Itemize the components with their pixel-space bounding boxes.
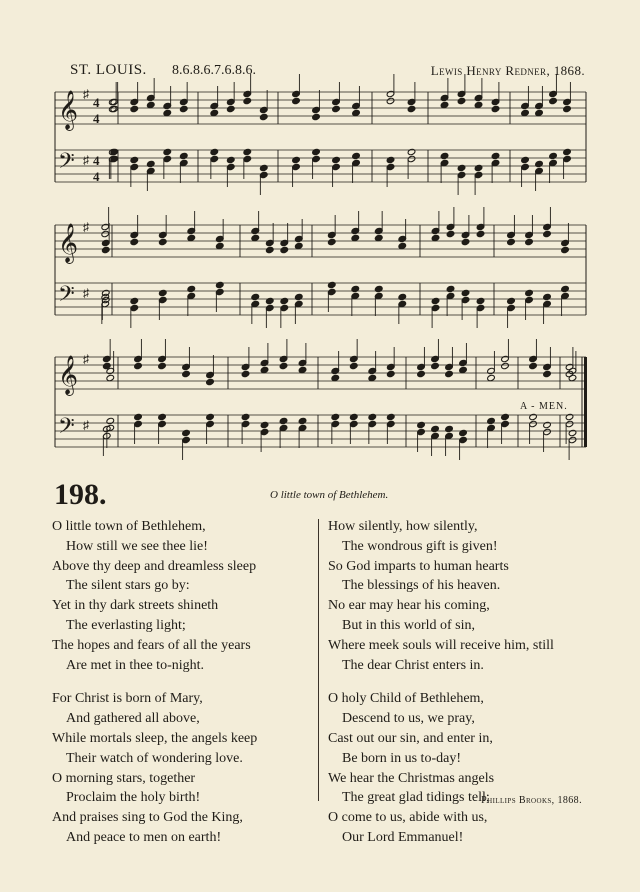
note-head bbox=[349, 362, 358, 369]
verse-1 bbox=[52, 517, 322, 675]
verse-line: The dear Christ enters in. bbox=[342, 657, 484, 673]
verse-column-right bbox=[328, 517, 598, 862]
note-head bbox=[251, 234, 260, 241]
note-head bbox=[374, 234, 383, 241]
note-head bbox=[491, 152, 500, 159]
verse-line: While mortals sleep, the angels keep bbox=[52, 730, 258, 746]
verse-line: Our Lord Emmanuel! bbox=[342, 829, 464, 845]
note-head bbox=[543, 421, 552, 428]
treble-clef-icon: 𝄞 bbox=[58, 223, 79, 263]
note-head bbox=[407, 105, 416, 112]
tune-meter: 8.6.8.6.7.6.8.6. bbox=[172, 63, 256, 78]
note-head bbox=[187, 234, 196, 241]
note-head bbox=[417, 421, 426, 428]
note-head bbox=[163, 148, 172, 155]
note-head bbox=[461, 238, 470, 245]
note-head bbox=[563, 148, 572, 155]
note-head bbox=[130, 156, 139, 163]
note-head bbox=[543, 370, 552, 377]
note-head bbox=[535, 109, 544, 116]
verse-3 bbox=[328, 517, 598, 675]
note-head bbox=[521, 156, 530, 163]
note-head bbox=[501, 362, 510, 369]
note-head bbox=[549, 152, 558, 159]
note-head bbox=[398, 242, 407, 249]
verse-line: Descend to us, we pray, bbox=[342, 711, 475, 727]
verse-line: Above thy deep and dreamless sleep bbox=[52, 558, 257, 574]
note-head bbox=[446, 285, 455, 292]
note-head bbox=[210, 109, 219, 116]
column-divider bbox=[318, 519, 319, 801]
note-head bbox=[327, 238, 336, 245]
bass-clef-icon: 𝄢 bbox=[58, 282, 75, 312]
bass-clef-icon: 𝄢 bbox=[58, 414, 75, 444]
note-head bbox=[134, 362, 143, 369]
note-head bbox=[561, 246, 570, 253]
note-head bbox=[352, 109, 361, 116]
note-head bbox=[146, 101, 155, 108]
note-head bbox=[349, 413, 358, 420]
verse-line: Cast out our sin, and enter in, bbox=[328, 730, 493, 746]
note-head bbox=[312, 113, 321, 120]
note-head bbox=[243, 148, 252, 155]
note-head bbox=[407, 148, 416, 155]
hymn-first-line-title: O little town of Bethlehem. bbox=[270, 489, 389, 501]
note-head bbox=[206, 413, 215, 420]
verse-line: O morning stars, together bbox=[52, 770, 196, 786]
note-head bbox=[474, 101, 483, 108]
note-head bbox=[351, 285, 360, 292]
note-head bbox=[461, 289, 470, 296]
note-head bbox=[279, 417, 288, 424]
note-head bbox=[507, 238, 516, 245]
note-head bbox=[459, 366, 468, 373]
note-head bbox=[398, 293, 407, 300]
time-signature-top: 4 bbox=[93, 153, 100, 168]
verse-line: Be born in us to-day! bbox=[342, 750, 461, 766]
final-barline-thick bbox=[584, 357, 587, 447]
note-head bbox=[210, 148, 219, 155]
verse-line: And peace to men on earth! bbox=[66, 829, 222, 845]
note-head bbox=[529, 413, 538, 420]
note-head bbox=[130, 297, 139, 304]
note-head bbox=[352, 152, 361, 159]
note-head bbox=[241, 413, 250, 420]
note-head bbox=[260, 421, 269, 428]
verse-line: The silent stars go by: bbox=[66, 578, 190, 594]
note-head bbox=[331, 413, 340, 420]
note-head bbox=[476, 230, 485, 237]
note-head bbox=[565, 413, 574, 420]
verse-line: Are met in thee to-night. bbox=[66, 657, 205, 673]
note-head bbox=[332, 156, 341, 163]
bass-clef-icon: 𝄢 bbox=[58, 149, 75, 179]
note-head bbox=[158, 362, 167, 369]
note-head bbox=[487, 374, 496, 381]
note-head bbox=[241, 370, 250, 377]
note-head bbox=[487, 417, 496, 424]
verse-line: How still we see thee lie! bbox=[66, 538, 208, 554]
verse-line: And gathered all above, bbox=[66, 711, 200, 727]
note-head bbox=[476, 297, 485, 304]
note-head bbox=[368, 413, 377, 420]
note-head bbox=[351, 234, 360, 241]
verse-2 bbox=[52, 689, 322, 847]
time-signature-top: 4 bbox=[93, 95, 100, 110]
note-head bbox=[440, 101, 449, 108]
note-head bbox=[446, 230, 455, 237]
verse-line: No ear may hear his coming, bbox=[328, 598, 490, 614]
verse-line: And praises sing to God the King, bbox=[52, 810, 243, 826]
note-head bbox=[386, 156, 395, 163]
verse-4 bbox=[328, 689, 598, 847]
note-head bbox=[251, 293, 260, 300]
amen-label: A - MEN. bbox=[520, 401, 568, 412]
note-head bbox=[459, 429, 468, 436]
verse-line: We hear the Christmas angels bbox=[328, 770, 495, 786]
note-head bbox=[130, 105, 139, 112]
sharp-icon: ♯ bbox=[83, 418, 89, 432]
verse-line: The great glad tidings tell; bbox=[342, 790, 490, 806]
note-head bbox=[525, 289, 534, 296]
note-head bbox=[101, 230, 110, 237]
note-head bbox=[206, 378, 215, 385]
note-head bbox=[445, 425, 454, 432]
note-head bbox=[298, 366, 307, 373]
note-head bbox=[294, 293, 303, 300]
note-head bbox=[280, 246, 289, 253]
note-head bbox=[182, 429, 191, 436]
note-head bbox=[431, 297, 440, 304]
note-head bbox=[106, 374, 115, 381]
note-head bbox=[440, 152, 449, 159]
note-head bbox=[130, 238, 139, 245]
note-head bbox=[568, 429, 577, 436]
note-head bbox=[529, 362, 538, 369]
note-head bbox=[179, 152, 188, 159]
note-head bbox=[312, 148, 321, 155]
sharp-icon: ♯ bbox=[83, 286, 89, 300]
note-head bbox=[332, 105, 341, 112]
note-head bbox=[279, 362, 288, 369]
note-head bbox=[280, 297, 289, 304]
verse-line: Yet in thy dark streets shineth bbox=[52, 598, 219, 614]
note-head bbox=[179, 105, 188, 112]
note-head bbox=[431, 362, 440, 369]
note-head bbox=[568, 374, 577, 381]
verse-line: O come to us, abide with us, bbox=[328, 810, 488, 826]
note-head bbox=[243, 97, 252, 104]
sharp-icon: ♯ bbox=[83, 87, 89, 101]
note-head bbox=[374, 285, 383, 292]
note-head bbox=[226, 105, 235, 112]
note-head bbox=[417, 370, 426, 377]
verse-line: The hopes and fears of all the years bbox=[52, 637, 251, 653]
note-head bbox=[445, 370, 454, 377]
note-head bbox=[386, 97, 395, 104]
verse-line: So God imparts to human hearts bbox=[328, 558, 509, 574]
verse-line: The blessings of his heaven. bbox=[342, 578, 501, 594]
note-head bbox=[215, 281, 224, 288]
note-head bbox=[457, 97, 466, 104]
verse-line: Their watch of wondering love. bbox=[66, 750, 243, 766]
verse-line: For Christ is born of Mary, bbox=[52, 691, 203, 707]
note-head bbox=[491, 105, 500, 112]
note-head bbox=[182, 370, 191, 377]
note-head bbox=[187, 285, 196, 292]
note-head bbox=[549, 97, 558, 104]
note-head bbox=[259, 113, 268, 120]
note-head bbox=[431, 425, 440, 432]
note-head bbox=[265, 246, 274, 253]
note-head bbox=[431, 234, 440, 241]
note-head bbox=[298, 417, 307, 424]
note-head bbox=[525, 238, 534, 245]
note-head bbox=[101, 246, 110, 253]
treble-clef-icon: 𝄞 bbox=[58, 90, 79, 130]
sharp-icon: ♯ bbox=[83, 220, 89, 234]
time-signature-bottom: 4 bbox=[93, 111, 100, 126]
note-head bbox=[226, 156, 235, 163]
note-head bbox=[507, 297, 516, 304]
verse-line: The wondrous gift is given! bbox=[342, 538, 498, 554]
verse-line: How silently, how silently, bbox=[328, 519, 478, 534]
note-head bbox=[521, 109, 530, 116]
note-head bbox=[292, 156, 301, 163]
note-head bbox=[158, 289, 167, 296]
verse-line: The everlasting light; bbox=[66, 617, 186, 633]
note-head bbox=[501, 413, 510, 420]
verse-line: O holy Child of Bethlehem, bbox=[328, 691, 484, 707]
tune-name: ST. LOUIS. bbox=[70, 62, 147, 78]
note-head bbox=[292, 97, 301, 104]
note-head bbox=[386, 370, 395, 377]
note-head bbox=[327, 281, 336, 288]
note-head bbox=[474, 164, 483, 171]
verse-line: Where meek souls will receive him, still bbox=[328, 637, 554, 653]
hymn-number: 198. bbox=[54, 478, 107, 511]
note-head bbox=[146, 160, 155, 167]
hymn-author: Phillips Brooks, 1868. bbox=[481, 795, 582, 806]
note-head bbox=[386, 413, 395, 420]
note-head bbox=[294, 242, 303, 249]
note-head bbox=[563, 105, 572, 112]
time-signature-bottom: 4 bbox=[93, 169, 100, 184]
sharp-icon: ♯ bbox=[83, 352, 89, 366]
note-head bbox=[158, 413, 167, 420]
verse-line: Proclaim the holy birth! bbox=[66, 790, 201, 806]
note-head bbox=[543, 293, 552, 300]
note-head bbox=[163, 109, 172, 116]
note-head bbox=[260, 366, 269, 373]
note-head bbox=[259, 164, 268, 171]
note-head bbox=[215, 242, 224, 249]
note-head bbox=[535, 160, 544, 167]
tune-composer: Lewis Henry Redner, 1868. bbox=[430, 63, 585, 78]
note-head bbox=[543, 230, 552, 237]
note-head bbox=[331, 374, 340, 381]
note-head bbox=[561, 285, 570, 292]
note-head bbox=[158, 238, 167, 245]
verse-line: O little town of Bethlehem, bbox=[52, 519, 206, 534]
treble-clef-icon: 𝄞 bbox=[58, 355, 79, 395]
note-head bbox=[457, 164, 466, 171]
note-head bbox=[265, 297, 274, 304]
sharp-icon: ♯ bbox=[83, 153, 89, 167]
verse-column-left bbox=[52, 517, 322, 862]
note-head bbox=[106, 417, 115, 424]
note-head bbox=[368, 374, 377, 381]
note-head bbox=[134, 413, 143, 420]
verse-line: But in this world of sin, bbox=[342, 617, 476, 633]
